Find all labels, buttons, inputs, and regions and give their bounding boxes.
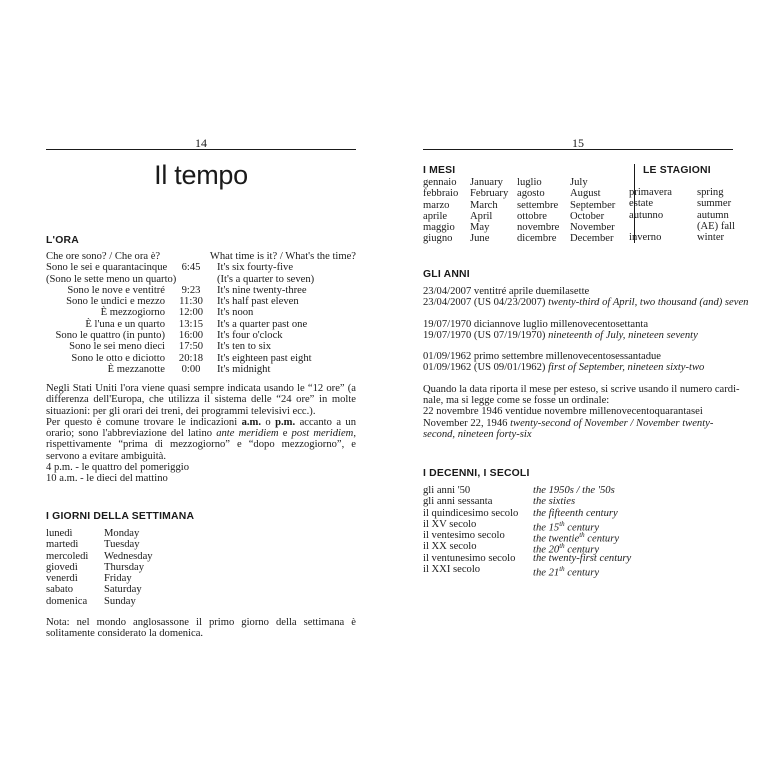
season-italian: autunno: [629, 209, 664, 221]
time-english: It's noon: [217, 307, 254, 319]
header-rule: [46, 149, 356, 150]
table-row: [46, 285, 356, 296]
season-english: (AE) fall: [697, 220, 735, 232]
table-row: [423, 530, 631, 545]
table-row: [46, 364, 356, 375]
month-english: May: [470, 222, 490, 234]
ora-para1: Negli Stati Uniti l'ora viene quasi sempre indicata usando le “12 ore” (a differenza dell'Europa, che utilizza il sistema delle “24 ore” in molte situazioni: per gli orari dei treni, dei programmi televisivi ecc.).: [46, 383, 356, 417]
table-row: [46, 562, 153, 573]
month-english: August: [570, 188, 601, 200]
day-english: Friday: [104, 573, 132, 585]
table-row: [629, 232, 735, 243]
table-row: [423, 200, 630, 211]
decade-english: [533, 496, 575, 507]
month-english: April: [470, 210, 493, 222]
month-italian: dicembre: [517, 233, 557, 245]
season-english: summer: [697, 198, 732, 210]
decade-italian: gli anni sessanta: [423, 496, 493, 508]
decade-english-text: the 21: [533, 567, 560, 579]
decade-italian: il XV secolo: [423, 518, 477, 530]
day-english: Thursday: [104, 561, 145, 573]
season-english: winter: [697, 232, 725, 244]
ordinal-suffix: th: [579, 531, 585, 540]
day-english: Monday: [104, 528, 140, 539]
time-english: (It's a quarter to seven): [217, 273, 315, 285]
table-row: [46, 330, 356, 341]
month-italian: luglio: [517, 177, 542, 188]
decade-english: [533, 541, 600, 557]
decade-english-tail: century: [584, 533, 620, 545]
time-english: It's four o'clock: [217, 330, 283, 342]
decade-italian: il XXI secolo: [423, 564, 481, 576]
month-italian: marzo: [423, 199, 450, 211]
day-english: Wednesday: [104, 550, 153, 562]
anni-examples: [423, 286, 749, 440]
table-row: [629, 210, 735, 221]
time-english: It's nine twenty-three: [217, 284, 307, 296]
table-row: [423, 222, 630, 233]
table-row: [423, 518, 631, 534]
time-digits: [160, 251, 210, 262]
day-english: Sunday: [104, 595, 136, 607]
decade-italian: il ventunesimo secolo: [423, 552, 516, 564]
month-italian: gennaio: [423, 177, 457, 188]
month-italian: agosto: [517, 188, 545, 200]
month-italian: ottobre: [517, 210, 548, 222]
section-heading-anni: GLI ANNI: [423, 269, 470, 280]
ora-table: [46, 251, 356, 375]
table-row: [629, 187, 735, 198]
decade-english: [533, 508, 618, 519]
season-italian: [629, 221, 697, 232]
table-row: [423, 496, 631, 507]
decade-italian: gli anni '50: [423, 485, 471, 496]
time-digits: 12:00: [178, 307, 204, 319]
table-row: [46, 584, 153, 595]
decade-english-tail: century: [564, 522, 600, 534]
table-row: [423, 188, 630, 199]
decade-english-tail: century: [564, 545, 600, 557]
table-row: [423, 485, 631, 496]
month-english: September: [570, 199, 616, 211]
time-english: It's six fourty-five: [217, 262, 294, 274]
decade-english: [533, 553, 631, 564]
section-heading-mesi: I MESI: [423, 165, 456, 176]
day-italian: sabato: [46, 584, 74, 596]
time-digits: 17:50: [178, 341, 204, 353]
decade-english: [533, 485, 615, 496]
anni-ex1-line1: 23/04/2007 ventitré aprile duemilasette: [423, 286, 590, 297]
table-row: [46, 596, 153, 607]
anni-para-line2: nale, ma si legge come se fosse un ordinale:: [423, 395, 610, 407]
decades-table: [423, 485, 632, 579]
table-row: [423, 233, 630, 244]
table-row: [46, 573, 153, 584]
month-italian: settembre: [517, 199, 559, 211]
decade-english-tail: century: [564, 567, 600, 579]
season-italian: inverno: [629, 232, 662, 244]
time-italian: È mezzogiorno: [100, 307, 165, 319]
decade-english: [533, 564, 600, 579]
ordinal-suffix: th: [559, 542, 565, 551]
month-italian: maggio: [423, 222, 455, 234]
decade-italian: il ventesimo secolo: [423, 530, 505, 542]
table-row: [46, 551, 153, 562]
month-italian: giugno: [423, 233, 453, 245]
seasons-table: [629, 187, 735, 243]
decade-english-text: the 15: [533, 522, 560, 534]
time-english: It's a quarter past one: [217, 318, 308, 330]
chapter-title: Il tempo: [154, 160, 248, 190]
decade-english: [533, 519, 600, 534]
time-digits: 11:30: [179, 296, 203, 308]
month-english: February: [470, 188, 509, 200]
day-english: Saturday: [104, 584, 142, 596]
decade-english-text: the 1950s / the '50s: [533, 485, 615, 496]
time-english: It's eighteen past eight: [217, 352, 312, 364]
time-english: It's midnight: [217, 363, 271, 375]
anni-ex3-line1: 01/09/1962 primo settembre millenovecentosessantadue: [423, 351, 662, 363]
table-row: [46, 262, 356, 273]
time-digits: 9:23: [181, 284, 201, 296]
time-digits: 13:15: [178, 318, 204, 330]
table-row: [46, 274, 356, 285]
month-english: December: [570, 233, 614, 245]
table-row: [629, 198, 735, 209]
month-english: October: [570, 210, 605, 222]
month-english: November: [570, 222, 615, 234]
table-row: [46, 528, 153, 539]
time-italian: (Sono le sette meno un quarto): [46, 273, 177, 285]
anni-para-line4: November 22, 1946 twenty-second of November / November twenty-second, nineteen forty-six: [423, 417, 714, 440]
time-digits: 6:45: [181, 262, 201, 274]
time-english: It's ten to six: [217, 341, 271, 353]
table-row: [46, 296, 356, 307]
table-row: [46, 251, 356, 262]
giorni-note: Nota: nel mondo anglosassone il primo giorno della settimana è solitamente considerato la domenica.: [46, 617, 356, 640]
table-row: [423, 508, 631, 519]
left-page: [46, 0, 356, 768]
header-rule: [423, 149, 733, 150]
decade-english-text: the sixties: [533, 496, 576, 508]
day-italian: domenica: [46, 595, 88, 607]
time-italian: Sono le nove e ventitré: [67, 284, 165, 296]
month-italian: aprile: [423, 210, 448, 222]
month-english: March: [470, 199, 498, 211]
month-english: June: [470, 233, 490, 245]
table-row: [46, 319, 356, 330]
month-english: July: [570, 177, 588, 188]
page-number: 14: [195, 136, 207, 150]
time-italian: Sono le otto e diciotto: [71, 352, 165, 364]
right-page: [423, 0, 749, 768]
day-italian: giovedì: [46, 561, 78, 573]
table-row: [423, 177, 630, 188]
section-heading-giorni: I GIORNI DELLA SETTIMANA: [46, 511, 195, 522]
month-english: January: [470, 177, 503, 188]
table-row: [423, 211, 630, 222]
time-italian: Sono le quattro (in punto): [55, 330, 165, 342]
anni-ex2-line1: 19/07/1970 diciannove luglio millenovecentosettanta: [423, 318, 649, 330]
table-row: [46, 341, 356, 352]
time-digits: 20:18: [178, 352, 204, 364]
decade-english-text: the fifteenth century: [533, 507, 618, 519]
time-digits: [165, 274, 217, 285]
table-row: [423, 553, 631, 564]
ora-para2: Per questo è comune trovare le indicazioni a.m. o p.m. accanto a un orario; sono l'abbreviazione del latino ante meridiem e post meridiem, rispettivamente “prima di mezzogiorno” e “dopo mezzogiorno”, e servono a evitare ambiguità.: [46, 416, 357, 462]
day-italian: martedì: [46, 539, 79, 551]
day-english: Tuesday: [104, 539, 140, 551]
ora-example-2: 10 a.m. - le dieci del mattino: [46, 473, 168, 485]
anni-ex1-line2: 23/04/2007 (US 04/23/2007) twenty-third of April, two thousand (and) seven: [423, 297, 749, 309]
time-italian: Che ore sono? / Che ora è?: [46, 251, 161, 262]
anni-ex2-line2: 19/07/1970 (US 07/19/1970) nineteenth of July, nineteen seventy: [423, 329, 698, 341]
section-heading-decenni: I DECENNI, I SECOLI: [423, 468, 530, 479]
ordinal-suffix: th: [559, 565, 565, 574]
decade-italian: il quindicesimo secolo: [423, 507, 519, 519]
time-italian: È mezzanotte: [107, 363, 165, 375]
table-row: [46, 307, 356, 318]
time-english: It's half past eleven: [217, 296, 299, 308]
season-english: spring: [697, 187, 724, 198]
decade-english-text: the twentie: [533, 533, 580, 545]
time-english: What time is it? / What's the time?: [209, 251, 356, 262]
time-italian: È l'una e un quarto: [85, 318, 165, 330]
day-italian: lunedì: [46, 528, 73, 539]
season-english: autumn: [697, 209, 729, 221]
decade-english-text: the 20: [533, 545, 560, 557]
page-number: 15: [572, 136, 584, 150]
time-italian: Sono le sei e quarantacinque: [46, 262, 168, 274]
table-row: [629, 221, 735, 232]
month-italian: febbraio: [423, 188, 459, 200]
anni-ex3-line2: 01/09/1962 (US 09/01/1962) first of September, nineteen sixty-two: [423, 362, 705, 374]
table-row: [423, 564, 631, 579]
section-heading-ora: L'ORA: [46, 235, 79, 246]
ora-paragraph: [46, 383, 356, 485]
season-italian: estate: [629, 198, 654, 210]
day-italian: venerdì: [46, 573, 78, 585]
day-italian: mercoledì: [46, 550, 89, 562]
table-row: [46, 539, 153, 550]
ora-example-1: 4 p.m. - le quattro del pomeriggio: [46, 462, 189, 474]
decade-italian: il XX secolo: [423, 541, 477, 553]
section-heading-stagioni: LE STAGIONI: [643, 165, 711, 176]
time-italian: Sono le sei meno dieci: [69, 341, 165, 353]
anni-para-line3: 22 novembre 1946 ventidue novembre millenovecentoquarantasei: [423, 406, 703, 418]
month-italian: novembre: [517, 222, 560, 234]
decade-english: [533, 530, 620, 545]
table-row: [46, 353, 356, 364]
season-italian: primavera: [629, 187, 672, 198]
days-table: [46, 528, 153, 607]
months-table: [423, 177, 630, 245]
time-digits: 0:00: [181, 363, 201, 375]
ordinal-suffix: th: [559, 519, 565, 528]
time-italian: Sono le undici e mezzo: [66, 296, 165, 308]
anni-para-line1: Quando la data riporta il mese per esteso, si scrive usando il numero cardi-: [423, 383, 740, 395]
decade-english-text: the twenty-first century: [533, 552, 632, 564]
time-digits: 16:00: [178, 330, 204, 342]
